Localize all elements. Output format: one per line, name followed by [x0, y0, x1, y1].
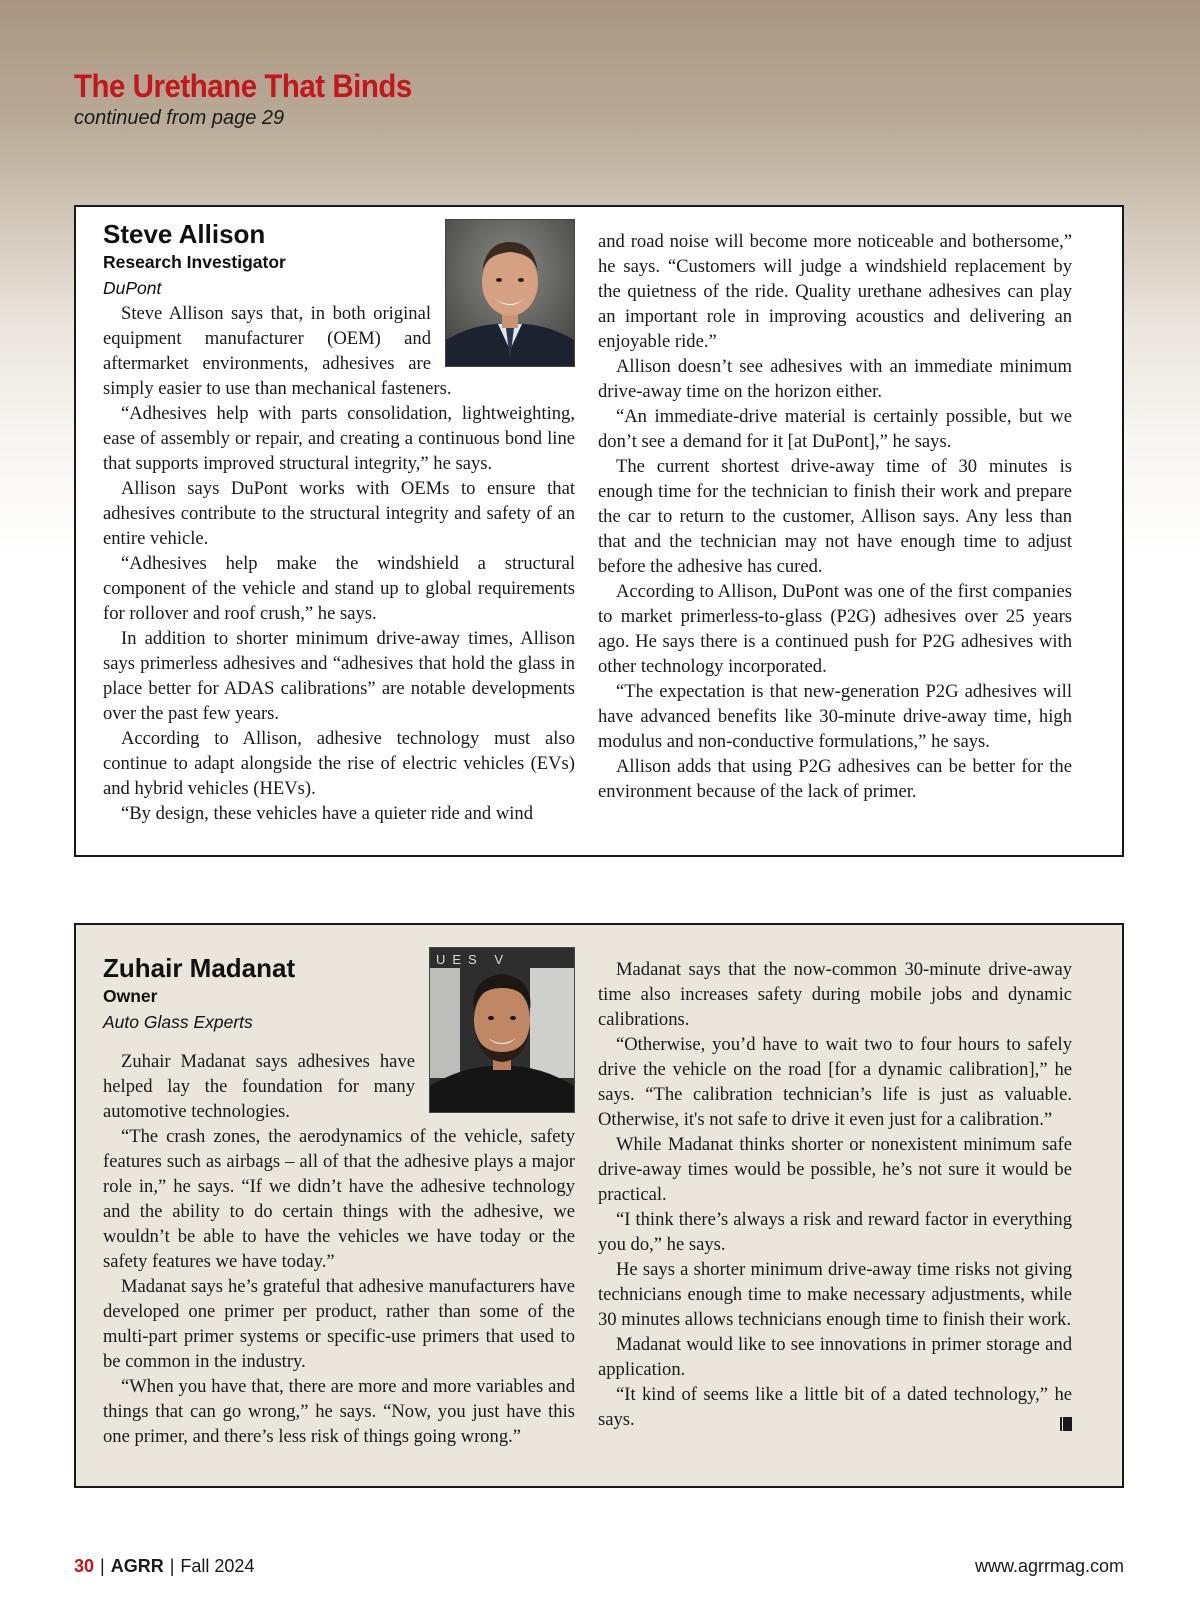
profile2-left-column [103, 953, 575, 1449]
profile2-company: Auto Glass Experts [103, 1012, 253, 1032]
paragraph: According to Allison, adhesive technology must also continue to adapt alongside the rise of electric vehicles (EVs) and hybrid vehicles (HEVs). [103, 728, 575, 799]
footer-divider: | [169, 1556, 175, 1576]
continued-note: continued from page 29 [74, 107, 285, 129]
steve-allison-photo [445, 219, 575, 367]
profile2-role: Owner [103, 986, 158, 1006]
profile-box-zuhair-madanat [74, 923, 1124, 1488]
page-footer [74, 1556, 1124, 1582]
paragraph: “Otherwise, you’d have to wait two to four hours to safely drive the vehicle on the road [for a dynamic calibration],” he says. “The calibration technician’s life is just as valuable. Otherwise, it's not safe to drive it even just for a calibration.” [598, 1034, 1072, 1130]
paragraph: Zuhair Madanat says adhesives have helped lay the foundation for many automotive technologies. [103, 1051, 415, 1122]
paragraph: Steve Allison says that, in both original equipment manufacturer (OEM) and aftermarket environments, adhesives are simply easier to use than mechanical fasteners. [103, 303, 452, 399]
profile1-role: Research Investigator [103, 252, 286, 272]
paragraph: According to Allison, DuPont was one of the first companies to market primerless-to-glass (P2G) adhesives over 25 years ago. He says there is a continued push for P2G adhesives with other technology incorporated. [598, 581, 1072, 677]
profile1-company: DuPont [103, 278, 162, 298]
zuhair-madanat-photo [429, 947, 575, 1113]
paragraph: Madanat says that the now-common 30-minute drive-away time also increases safety during mobile jobs and dynamic calibrations. [598, 959, 1072, 1030]
profile-box-steve-allison [74, 205, 1124, 857]
paragraph: “I think there’s always a risk and reward factor in everything you do,” he says. [598, 1209, 1072, 1255]
paragraph: Madanat would like to see innovations in primer storage and application. [598, 1334, 1072, 1380]
paragraph: “The expectation is that new-generation P2G adhesives will have advanced benefits like 30-minute drive-away time, high modulus and non-conductive formulations,” he says. [598, 681, 1072, 752]
paragraph: The current shortest drive-away time of 30 minutes is enough time for the technician to finish their work and prepare the car to return to the customer, Allison says. Any less than that and the technician may not have enough time to adjust before the adhesive has cured. [598, 456, 1072, 577]
paragraph: “Adhesives help with parts consolidation, lightweighting, ease of assembly or repair, and creating a continuous bond line that supports improved structural integrity,” he says. [103, 403, 575, 474]
website-url: www.agrrmag.com [974, 1556, 1124, 1576]
profile1-name: Steve Allison [103, 219, 266, 249]
profile2-name: Zuhair Madanat [103, 953, 296, 983]
paragraph [598, 1382, 1072, 1432]
paragraph: “By design, these vehicles have a quieter ride and wind [121, 803, 534, 824]
end-of-article-icon [1042, 1413, 1072, 1438]
paragraph: and road noise will become more noticeable and bothersome,” he says. “Customers will judge a windshield replacement by the quietness of the ride. Quality urethane adhesives can play an important role in improving acoustics and delivering an enjoyable ride.” [598, 231, 1072, 352]
profile2-right-column [598, 957, 1072, 1438]
profile1-left-column [103, 219, 575, 826]
profile1-left-body [103, 301, 575, 826]
paragraph: “Adhesives help make the windshield a structural component of the vehicle and stand up to global requirements for rollover and roof crush,” he says. [103, 553, 575, 624]
magazine-name: AGRR [110, 1556, 164, 1576]
paragraph: In addition to shorter minimum drive-away times, Allison says primerless adhesives and “adhesives that hold the glass in place better for ADAS calibrations” are notable developments over the past few years. [103, 628, 575, 724]
article-title: The Urethane That Binds [74, 68, 412, 104]
portrait-image [430, 948, 574, 1112]
portrait-image [446, 220, 574, 366]
paragraph: “An immediate-drive material is certainly possible, but we don’t see a demand for it [at DuPont],” he says. [598, 406, 1072, 452]
paragraph: Madanat says he’s grateful that adhesive manufacturers have developed one primer per product, rather than some of the multi-part primer systems or specific-use primers that used to be common in the industry. [103, 1276, 575, 1372]
profile1-right-column [598, 229, 1072, 804]
paragraph-text: “It kind of seems like a little bit of a dated technology,” he says. [598, 1384, 1072, 1430]
paragraph: “When you have that, there are more and more variables and things that can go wrong,” he says. “Now, you just have this one primer, and there’s less risk of things going wrong.” [103, 1376, 575, 1447]
issue-date: Fall 2024 [180, 1556, 255, 1576]
paragraph: He says a shorter minimum drive-away time risks not giving technicians enough time to make necessary adjustments, while 30 minutes allows technicians enough time to finish their work. [598, 1259, 1072, 1330]
paragraph: “The crash zones, the aerodynamics of the vehicle, safety features such as airbags – all of that the adhesive plays a major role in,” he says. “If we didn’t have the adhesive technology and the ability to do certain things with the adhesive, we wouldn’t be able to have the vehicles we have today or the safety features we have today.” [103, 1126, 575, 1272]
paragraph: Allison says DuPont works with OEMs to ensure that adhesives contribute to the structural integrity and safety of an entire vehicle. [103, 478, 575, 549]
page-number: 30 [74, 1556, 95, 1576]
footer-left [74, 1556, 254, 1577]
photo-backdrop-text: UES V [436, 952, 511, 967]
paragraph: Allison doesn’t see adhesives with an immediate minimum drive-away time on the horizon either. [598, 356, 1072, 402]
paragraph: While Madanat thinks shorter or nonexistent minimum safe drive-away times would be possible, he’s not sure it would be practical. [598, 1134, 1072, 1205]
paragraph: Allison adds that using P2G adhesives can be better for the environment because of the lack of primer. [598, 756, 1072, 802]
footer-divider: | [100, 1556, 105, 1576]
